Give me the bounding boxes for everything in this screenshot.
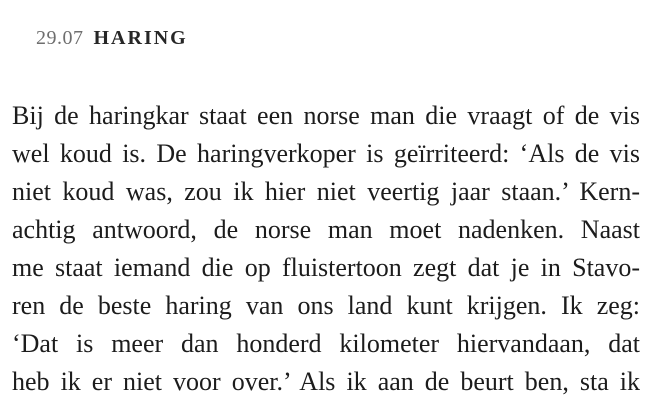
entry-header [36,27,188,50]
text-line: wel koud is. De haringverkoper is geïrriteerd: ‘Als de vis [12,139,640,168]
text-line: niet koud was, zou ik hier niet veertig jaar staan.’ Kern- [12,177,640,206]
text-line: ‘Dat is meer dan honderd kilometer hiervandaan, dat [12,329,640,358]
text-line: achtig antwoord, de norse man moet nadenken. Naast [12,215,640,244]
body-text [12,97,640,401]
text-line: Bij de haringkar staat een norse man die vraagt of de vis [12,101,640,130]
entry-title: HARING [93,27,188,49]
text-line: heb ik er niet voor over.’ Als ik aan de beurt ben, sta ik [12,367,640,396]
text-line: me staat iemand die op fluistertoon zegt dat je in Stavo- [12,253,640,282]
entry-date: 29.07 [36,27,84,49]
text-line: ren de beste haring van ons land kunt krijgen. Ik zeg: [12,291,640,320]
